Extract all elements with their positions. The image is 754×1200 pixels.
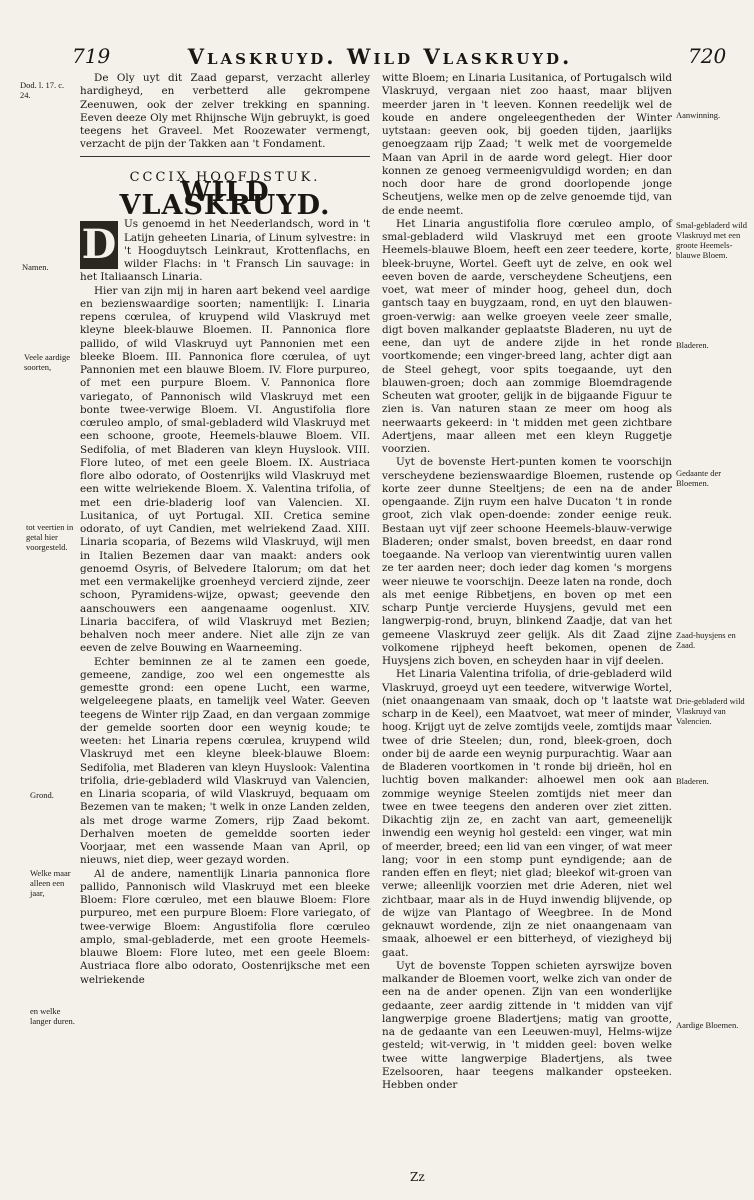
margin-veertien: tot veertien in getal hier voorgesteld.	[26, 522, 74, 552]
margin-drie: Drie-gebladerd wild Vlaskruyd van Valencien.	[676, 696, 745, 726]
margin-welke: Welke maar alleen een jaar,	[30, 868, 71, 898]
margin-bladeren-2: Bladeren.	[676, 776, 709, 786]
page-number-left: 719	[72, 44, 111, 68]
paragraph-continuation: witte Bloem; en Linaria Lusitanica, of Portugalsch wild Vlaskruyd, vergaan niet zoo haast, maar blijven meerder jaren in 't leeven. Konnen reedelijk wel de koude en andere ongeleegentheden der Winter uytstaan: geeven ook, bij goeden tijden, jaarlijks genoegzaam rijp Zaad; 't welk met de voorgemelde Maan van April in de aarde word gelegt. Hier door konnen ze genoeg vermeenigvuldigd worden; en dan noch door hare de grond doorlopende jonge Scheutjens, welke men op de zelve genoemde tijd, van de ende neemt.	[382, 72, 672, 217]
margin-aardige: Aardige Bloemen.	[676, 1020, 739, 1030]
margin-bladeren: Bladeren.	[676, 340, 709, 350]
running-title: Vlaskruyd. Wild Vlaskruyd.	[187, 44, 573, 69]
divider	[80, 156, 370, 157]
margin-namen: Namen.	[22, 262, 49, 272]
margin-smal: Smal-gebladerd wild Vlaskruyd met een groote Heemels-blauwe Bloem.	[676, 220, 748, 260]
margin-veele: Veele aardige soorten,	[24, 352, 71, 372]
paragraph-grond: Echter beminnen ze al te zamen een goede, gemeene, zandige, zoo wel een ongemestte als gemestte grond: een opene Lucht, een warme, welgeleegene plaats, en tamelijk veel Water. Geeven teegens de Winter rijp Zaad, en dan vergaan zommige der gemelde soorten door een weynig koude; te weeten: het Linaria repens cœrulea, kruypend wild Vlaskruyd met een kleyne bleek-blauwe Bloem: Sedifolia, met Bladeren van kleyn Huyslook: Valentina trifolia, drie-gebladerd wild Vlaskruyd van Valencien, en Linaria scoparia, of wild Vlaskruyd, bequaam om Bezemen van te maken; 't welk in onze Landen zelden, als met droge warme Zomers, rijp Zaad bekomt. Derhalven moeten de gemeldde soorten ieder Voorjaar, met een wassende Maan van April, op nieuws, niet diep, weer gezayd worden.	[80, 655, 370, 867]
paragraph-toppen: Uyt de bovenste Toppen schieten ayrswijze boven malkander de Bloemen voort, welke zich van onder de een na de ander openen. Zijn van een wonderlijke gedaante, zeer aardig zittende in 't midden van vijf langwerpige groene Bladertjens; matig van grootte, na de gedaante van een Leeuwen-muyl, Helms-wijze gesteld; wit-verwig, in 't midden geel: boven welke twee witte langwerpige Bladertjens, als twee Ezelsooren, haar teegens malkander opsteeken. Hebben onder	[382, 959, 672, 1091]
drop-cap: D	[81, 221, 117, 269]
margin-aanwinning: Aanwinning.	[676, 110, 721, 120]
paragraph-oly: De Oly uyt dit Zaad geparst, verzacht allerley hardigheyd, en verbetterd alle gekrompene Zeenuwen, ook der zelver trekking en spanning. Eeven deeze Oly met Rhijnsche Wijn gebruykt, is goed teegens het Graveel. Met Roozewater vermengt, verzacht de pijn der Takken aan 't Fondament.	[80, 72, 370, 151]
left-column	[80, 72, 370, 987]
paragraph-valentina: Het Linaria Valentina trifolia, of drie-gebladerd wild Vlaskruyd, groeyd uyt een teedere, witverwige Wortel, (niet onaangenaam van smaak, doch op 't laatste wat scharp in de Keel), een Maatvoet, wat meer of minder, hoog. Krijgt uyt de zelve zomtijds veele, zomtijds maar twee of drie Steelen; dun, rond, bleek-groen, doch onder bij de aarde een weynig purpurachtig. Waar aan de Bladeren voortkomen in 't ronde bij drieën, hol en luchtig boven malkander: alhoewel men ook aan zommige weynige Steelen zomtijds niet meer dan twee en twee teegens den anderen over ziet zitten. Dikachtig zijn ze, en zacht van aart, gemeenelijk inwendig een weynig hol gesteld: een vinger, wat min of meerder, breed; een lid van een vinger, of wat meer lang; voor in een stomp punt eyndigende; aan de randen effen en fleyt; niet glad; bleekof wit-groen van verwe; alleenlijk voorzien met drie Aderen, niet wel zichtbaar, maar als in de Huyd inwendig blijvende, op de wijze van Plantago of Weegbree. In de Mond geknauwt wordende, zijn ze niet onaangenaam van smaak, alhoewel er een bitterheyd, of viezigheyd bij gaat.	[382, 668, 672, 959]
margin-ref: Dod. l. 17. c. 24.	[20, 80, 65, 100]
chapter-title: WILD VLASKRUYD.	[119, 176, 331, 221]
paragraph-bloemen: Uyt de bovenste Hert-punten komen te voorschijn verscheydene bezienswaardige Bloemen, rustende op korte zeer dunne Steeltjens; de een na de ander opengaande. Zijn ruym een halve Ducaton 't in ronde groot, zich vlak open-doende: zonder eenige reuk. Bestaan uyt vijf zeer schoone Heemels-blauw-verwige Bladeren; onder smalst, boven breedst, en daar rond toegaande. Na verloop van vierentwintig uuren vallen ze ter aarden neer; doch ieder dag komen 's morgens weer nieuwe te voorschijn. Deeze laten na ronde, doch als met eenige Ribbetjens, en boven op met een scharp Puntje vercierde Huysjens, gevuld met een langwerpig-rond, bruyn, blinkend Zaadje, dat van het gemeene Vlaskruyd zeer gelijk. Als dit Zaad zijne volkomene rijpheyd heeft bekomen, openen de Huysjens zich boven, en scheyden haar in vijf deelen.	[382, 456, 672, 667]
margin-enwelke: en welke langer duren.	[30, 1006, 75, 1026]
right-column	[382, 72, 672, 1092]
margin-zaad: Zaad-huysjens en Zaad.	[676, 630, 736, 650]
paragraph-namen: D Us genoemd in het Neederlandsch, word in 't Latijn geheeten Linaria, of Linum sylvestre: in 't Hoogduytsch Leinkraut, Krottenflachs, en wilder Flachs: in 't Fransch Lin sauvage: in het Italiaansch Linaria.	[80, 218, 370, 284]
page-number-right: 720	[688, 44, 727, 68]
chapter-number: CCCIX HOOFDSTUK.	[129, 169, 321, 185]
paragraph-smal: Het Linaria angustifolia flore cœruleo amplo, of smal-gebladerd wild Vlaskruyd met een groote Heemels-blauwe Bloem, heeft een zeer teedere, korte, bleek-bruyne, Wortel. Geeft uyt de zelve, en ook wel eeven boven de aarde, verscheydene Scheutjens, een voet, wat meer of minder hoog, geheel dun, doch gantsch taay en buygzaam, rond, en uyt den blauwen-groen-verwig: aan welke groeyen veele zeer smalle, digt boven malkander geplaatste Bladeren, nu uyt de eene, dan uyt de andere zijde in het ronde voortkomende; een vinger-breed lang, achter digt aan de Steel gehegt, voor spits toegaande, uyt den blauwen-groen; doch aan zommige Bloemdragende Scheuten wat grooter, gelijk in de bijgaande Figuur te zien is. Van naturen staan ze meer om hoog als neerwaarts gekeerd: in 't midden met geen zichtbare Adertjens, maar alleen met een kleyn Ruggetje voorzien.	[382, 217, 672, 455]
margin-gedaante: Gedaante der Bloemen.	[676, 468, 722, 488]
signature-mark: Zz	[410, 1170, 425, 1184]
paragraph-andere: Al de andere, namentlijk Linaria pannonica flore pallido, Pannonisch wild Vlaskruyd met een bleeke Bloem: Flore cœruleo, met een blauwe Bloem: Flore purpureo, met een purpure Bloem: Flore variegato, of twee-verwige Bloem: Angustifolia flore cœruleo amplo, smal-gebladerde, met een groote Heemels-blauwe Bloem: Flore luteo, met een geele Bloem: Austriaca flore albo odorato, Oostenrijksche met een welriekende	[80, 867, 370, 986]
margin-grond: Grond.	[30, 790, 54, 800]
paragraph-soorten: Hier van zijn mij in haren aart bekend veel aardige en bezienswaardige soorten; namentlijk: I. Linaria repens cœrulea, of kruypend wild Vlaskruyd met kleyne bleek-blauwe Bloemen. II. Pannonica flore pallido, of wild Vlaskruyd uyt Pannonien met een bleeke Bloem. III. Pannonica flore cœrulea, of uyt Pannonien met een blauwe Bloem. IV. Flore purpureo, of met een purpure Bloem. V. Pannonica flore variegato, of Pannonisch wild Vlaskruyd met een bonte twee-verwige Bloem. VI. Angustifolia flore cœruleo amplo, of smal-gebladerd wild Vlaskruyd met een schoone, groote, Heemels-blauwe Bloem. VII. Sedifolia, of met Bladeren van kleyn Huyslook. VIII. Flore luteo, of met een geele Bloem. IX. Austriaca flore albo odorato, of Oostenrijks wild Vlaskruyd met een witte welriekende Bloem. X. Valentina trifolia, of met een drie-bladerig loof van Valencien. XI. Lusitanica, of uyt Portugal. XII. Cretica semine odorato, of uyt Candien, met welriekend Zaad. XIII. Linaria scoparia, of Bezems wild Vlaskruyd, wijl men in Italien Bezemen daar van maakt: anders ook genoemd Osyris, of Belvedere Italorum; om dat het met een vermakelijke groenheyd vercierd zijnde, zeer schoon, Pyramidens-wijze, opwast; geevende den aanschouwers een aangenaame oogenlust. XIV. Linaria baccifera, of wild Vlaskruyd met Bezien; behalven noch meer andere. Niet alle zijn ze van eeven de zelve Bouwing en Waarneeming.	[80, 284, 370, 655]
